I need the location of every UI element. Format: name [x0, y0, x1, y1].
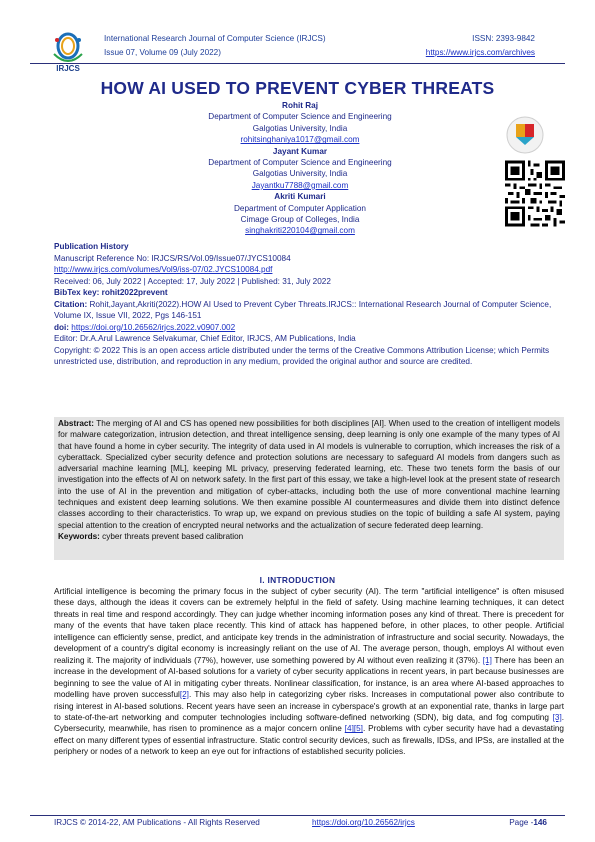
footer-copyright: IRJCS © 2014-22, AM Publications - All Rights Reserved [54, 818, 260, 827]
check-updates-icon[interactable] [505, 115, 545, 155]
pub-dates: Received: 06, July 2022 | Accepted: 17, July 2022 | Published: 31, July 2022 [54, 276, 331, 286]
citation-link[interactable]: [2] [179, 690, 189, 700]
abstract-label: Abstract: [58, 419, 94, 428]
author-email[interactable]: Jayantku7788@gmail.com [251, 180, 349, 190]
page-label: Page - [509, 818, 534, 827]
author-block [150, 100, 450, 237]
issue-info: Issue 07, Volume 09 (July 2022) [104, 48, 221, 57]
manuscript-ref: Manuscript Reference No: IRJCS/RS/Vol.09/Issue07/JYCS10084 [54, 253, 291, 263]
author-inst: Cimage Group of Colleges, India [240, 215, 360, 225]
author-inst: Galgotias University, India [252, 169, 348, 179]
paper-title: HOW AI USED TO PREVENT CYBER THREATS [100, 78, 495, 98]
publication-history [54, 241, 564, 368]
author-dept: Department of Computer Application [234, 203, 366, 213]
section-heading: I. INTRODUCTION [259, 575, 336, 585]
citation-label: Citation: [54, 299, 88, 309]
citation-link[interactable]: [4][5] [344, 724, 363, 734]
author-email[interactable]: singhakriti220104@gmail.com [245, 226, 355, 236]
header-divider [30, 63, 565, 64]
citation-link[interactable]: [3] [552, 712, 562, 722]
issn: ISSN: 2393-9842 [472, 34, 535, 43]
body-text: . Cybersecurity, meanwhile, has risen to prominence as a major concern online [54, 712, 564, 734]
abstract-text: The merging of AI and CS has opened new possibilities for both disciplines [AI]. When used to the creation of intelligent models for malware categorization, intrusion detection, and threat intelligence sensing, deep learning is only one example of the many types of AI that have found a home in cyber security. The integrity of data used in AI models is vulnerable to corruption, which increases the risk of a cyberattack. Specialized cyber security defence and protection solutions are necessary to safeguard AI models from dangers such as adversarial machine learning [ML], keeping ML privacy, preserving federated learning, etc. These two tenets form the basis of our investigation into the effects of AI on network safety. In the first part of this essay, we take a high-level look at the present state of research into the use of AI in the prevention and mitigation of cyber-attacks, including both the use of more conventional machine learning techniques and existent deep learning solutions. We then examine possible AI countermeasures and divide them into distinct defence classes according to their characteristics. To wrap up, we expand on previous studies on the topic of building a safe AI system, paying special attention to the creation of encrypted neural networks and the actualization of secure federated deep learning. [58, 419, 560, 530]
editor-line: Editor: Dr.A.Arul Lawrence Selvakumar, Chief Editor, IRJCS, AM Publications, India [54, 334, 356, 343]
page-number [509, 818, 547, 827]
doi-label: doi: [54, 322, 70, 332]
author-dept: Department of Computer Science and Engineering [208, 158, 392, 168]
body-text: Artificial intelligence is becoming the primary focus in the subject of cyber security (AI). The term "artificial intelligence" is often misused these days, although the ideas it covers can be extremely helpful in the field of safety. Using machine learning techniques, it can detect threats in real time and respond accordingly. They can judge whether incoming information poses any kind of threat. There is precedent for many of the events that have taken place recently. This kind of attack has happened before, in other places, to other people. Artificial intelligence can efficiently sense, predict, and anticipate key trends in the administration of infrastructure and social security. Nowadays, the development of a country's digital economy is increasingly reliant on the use of AI. The average person, though, employs AI without even realizing it. The majority of individuals (77%), however, use something powered by AI without even realizing it (37%). [54, 587, 564, 665]
author-dept: Department of Computer Science and Engineering [208, 112, 392, 122]
abstract-box [54, 417, 564, 560]
bibtex-key: rohit2022prevent [101, 288, 168, 297]
journal-name: International Research Journal of Computer Science (IRJCS) [104, 34, 326, 43]
bibtex-label: BibTex key: [54, 288, 100, 297]
body-text: . Problems with cyber security have had a devastating effect on many different types of essential infrastructure. Static control security devices, such as firewalls, IDSs, and IPSs, are installed at the periphery or nodes of a network to keep an eye out for infractions of established security policies. [54, 724, 564, 757]
keywords-label: Keywords: [58, 531, 100, 541]
journal-logo [40, 28, 96, 74]
author-email[interactable]: rohitsinghaniya1017@gmail.com [240, 135, 360, 145]
logo-text: IRJCS [56, 64, 80, 73]
pub-history-heading: Publication History [54, 242, 129, 251]
body-text: . This may also help in categorizing cyber risks. Increases in computational power also contribute to rising interest in AI-based solutions. Recent years have seen an increase in cyberspace's growth at an exponential rate, thanks in large part to state-of-the-art networking and computer technologies including software-defined networking (SDN), big data, and fog computing [54, 690, 564, 722]
pdf-link[interactable]: http://www.irjcs.com/volumes/Vol9/iss-07/02.JYCS10084.pdf [54, 265, 273, 274]
archives-link[interactable]: https://www.irjcs.com/archives [425, 48, 535, 57]
copyright-line: Copyright: © 2022 This is an open access article distributed under the terms of the Creative Commons Attribution License; which Permits unrestricted use, distribution, and reproduction in any medium, provided the original author and source are credited. [54, 345, 550, 366]
author-name: Akriti Kumari [274, 192, 326, 202]
author-name: Jayant Kumar [272, 146, 328, 156]
citation-link[interactable]: [1] [482, 655, 492, 665]
author-name: Rohit Raj [282, 101, 318, 110]
page-num: 146 [533, 818, 547, 827]
footer-divider [30, 815, 565, 816]
citation-text: Rohit,Jayant,Akriti(2022).HOW AI Used to Prevent Cyber Threats.IRJCS:: International Research Journal of Computer Science, Volume IX, Issue VII, 2022, Pgs 146-151 [54, 299, 552, 320]
doi-link[interactable]: https://doi.org/10.26562/irjcs.2022.v0907.002 [71, 322, 236, 332]
header-right [426, 32, 535, 60]
body-text: There has been an increase in the development of AI-based solutions for a variety of cyber security applications in recent years, in part because businesses are beginning to see the value of AI in mitigating cyber threats. Nonlinear classification, for instance, is an area where AI-based approaches to modelling have proven successful [54, 655, 564, 700]
intro-paragraph [54, 586, 564, 758]
keywords-text: cyber threats prevent based calibration [102, 531, 244, 541]
header-left [104, 32, 326, 60]
qr-code-icon [505, 160, 565, 227]
footer-doi-link[interactable]: https://doi.org/10.26562/irjcs [312, 818, 415, 827]
author-inst: Galgotias University, India [252, 123, 348, 133]
